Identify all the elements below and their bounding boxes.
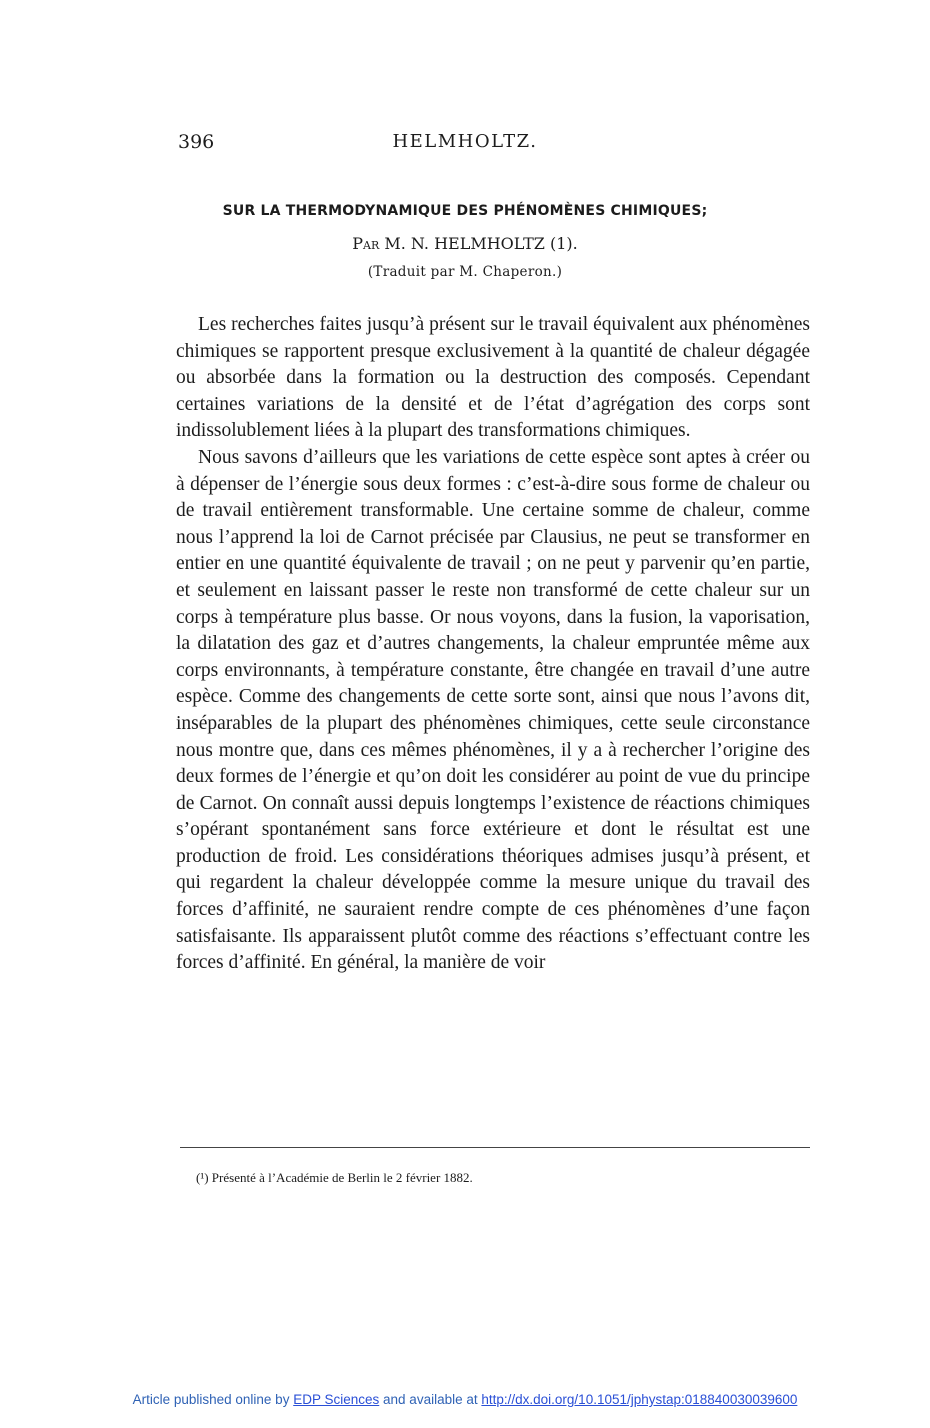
banner-prefix: Article published online by — [132, 1392, 290, 1407]
paragraph: Les recherches faites jusqu’à présent sur le travail équivalent aux phénomènes chimiques se rapportent presque exclusivement à la quantité de chaleur dégagée ou absorbée dans la formation ou la destruction des composés. Cependant certaines variations de la densité et de l’état d’agrégation des corps sont indissolublement liées à la plupart des transformations chimiques. — [176, 314, 810, 442]
banner-middle: and available at — [383, 1392, 478, 1407]
publisher-link[interactable]: EDP Sciences — [293, 1392, 380, 1407]
running-head: HELMHOLTZ. — [392, 131, 538, 152]
byline-author: M. N. HELMHOLTZ — [384, 234, 545, 253]
doi-link[interactable]: http://dx.doi.org/10.1051/jphystap:018840030039600 — [481, 1392, 798, 1407]
article-title: SUR LA THERMODYNAMIQUE DES PHÉNOMÈNES CHIMIQUES; — [222, 203, 708, 219]
footnote-divider — [180, 1147, 810, 1148]
paragraph: Nous savons d’ailleurs que les variations de cette espèce sont aptes à créer ou à dépenser de l’énergie sous deux formes : c’est-à-dire sous forme de chaleur ou de travail entièrement transformable. Une certaine somme de chaleur, comme nous l’apprend la loi de Carnot précisée par Clausius, ne peut se transformer en entier en une quantité équivalente de travail ; on ne peut y parvenir qu’en partie, et seulement en laissant passer le reste non transformé de cette chaleur sur un corps à température plus basse. Or nous voyons, dans la fusion, la vaporisation, la dilatation des gaz et d’autres changements, la chaleur empruntée même aux corps environnants, à température constante, être changée en travail d’une autre espèce. Comme des changements de cette sorte sont, ainsi que nous l’avons dit, inséparables de la plupart des phénomènes chimiques, cette seule circonstance nous montre que, dans ces mêmes phénomènes, il y a à rechercher l’origine des deux formes de l’énergie et qu’on doit les considérer au point de vue du principe de Carnot. On connaît aussi depuis longtemps l’existence de réactions chimiques s’opérant spontanément sans force extérieure et dont le résultat est une production de froid. Les considérations théoriques admises jusqu’à présent, et qui regardent la chaleur développée comme la mesure unique du travail des forces d’affinité, ne sauraient rendre compte de ces phénomènes d’une façon satisfaisante. Ils apparaissent plutôt comme des réactions s’effectuant contre les forces d’affinité. En général, la manière de voir — [176, 446, 810, 974]
byline-footnote-ref: (1). — [549, 234, 578, 253]
byline — [0, 234, 930, 253]
publication-banner — [0, 1392, 930, 1407]
byline-prefix: Par — [352, 234, 380, 253]
page-number: 396 — [178, 131, 215, 153]
article-body — [176, 312, 810, 977]
translator-note: (Traduit par M. Chaperon.) — [367, 264, 563, 280]
footnote: (¹) Présenté à l’Académie de Berlin le 2 février 1882. — [196, 1170, 473, 1185]
